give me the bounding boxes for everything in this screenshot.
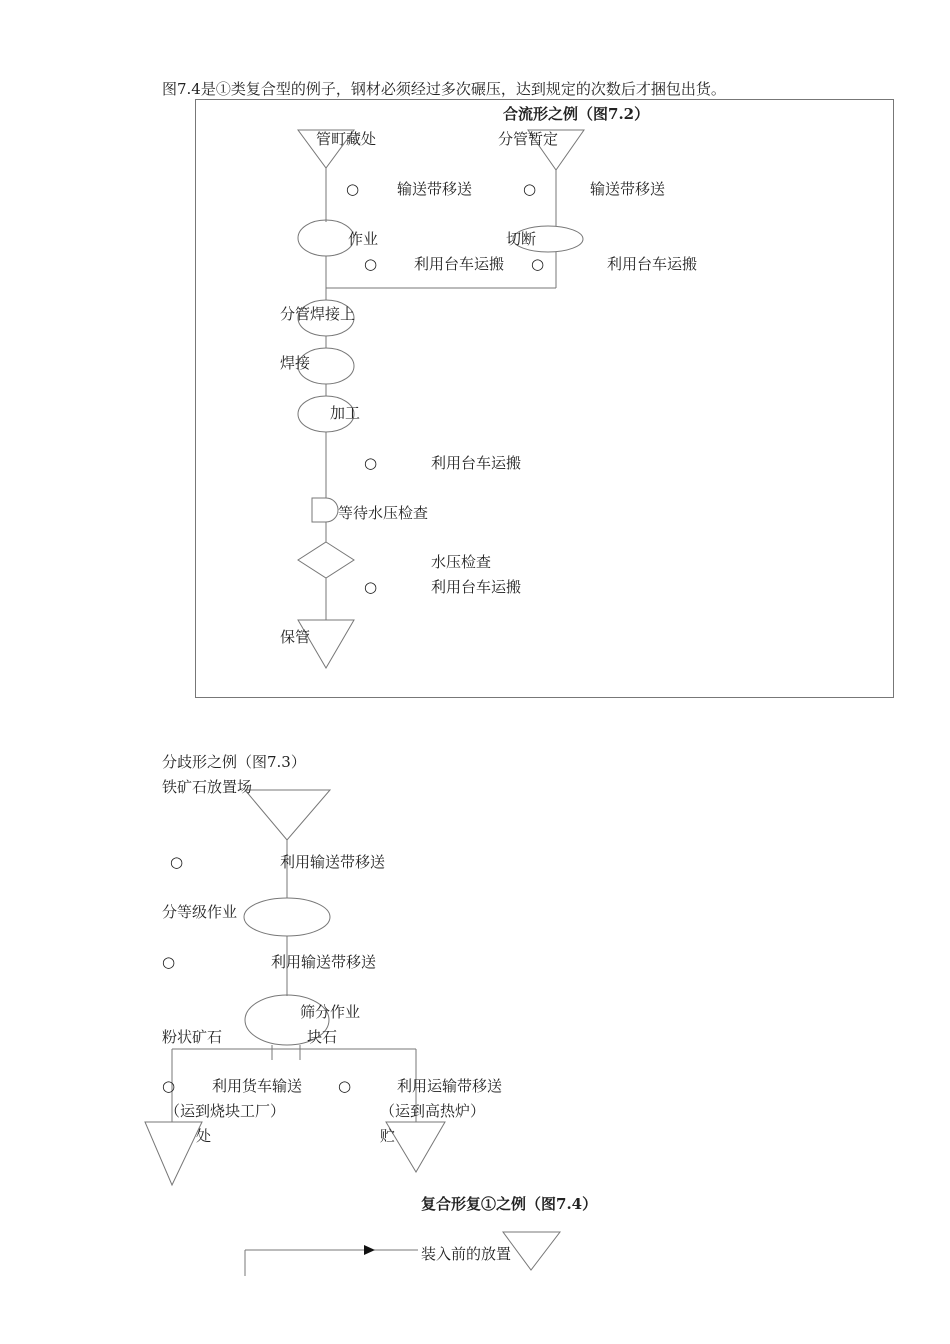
fig73-right-move-label: 利用运输带移送 bbox=[397, 1077, 503, 1095]
fig73-grade-ellipse bbox=[244, 898, 330, 936]
fig72-wait-label: 等待水压检查 bbox=[338, 504, 429, 522]
fig72-right-storage-label: 分管暂定 bbox=[498, 130, 559, 148]
fig72-left-transport-symbol: ○ bbox=[346, 180, 360, 198]
fig73-source-label: 铁矿石放置场 bbox=[162, 778, 253, 796]
fig72-cart-symbol-1: ○ bbox=[364, 454, 378, 472]
fig72-left-op-label: 作业 bbox=[348, 230, 379, 248]
fig72-step3-label: 加工 bbox=[330, 404, 361, 422]
fig73-source-triangle bbox=[245, 790, 330, 840]
fig72-frame bbox=[196, 100, 894, 698]
fig73-split-label: 筛分作业 bbox=[300, 1003, 361, 1021]
intro-text: 图7.4是①类复合型的例子，钢材必须经过多次碾压，达到规定的次数后才捆包出货。 bbox=[162, 80, 726, 98]
fig73-left-store-triangle bbox=[145, 1122, 202, 1185]
fig74-title: 复合形复①之例（图7.4） bbox=[421, 1195, 598, 1213]
fig72-cart-label-1: 利用台车运搬 bbox=[431, 454, 522, 472]
fig73-transport-symbol-2: ○ bbox=[162, 953, 176, 971]
fig73-left-store-label: 处 bbox=[196, 1127, 212, 1145]
fig72-right-transport-symbol: ○ bbox=[523, 180, 537, 198]
fig73-right-branch-label: 块石 bbox=[307, 1028, 338, 1046]
fig72-right-cart-label: 利用台车运搬 bbox=[607, 255, 698, 273]
fig72-left-conveyor-label: 输送带移送 bbox=[397, 180, 473, 198]
fig73-left-branch-label: 粉状矿石 bbox=[162, 1028, 223, 1046]
fig73-transport-symbol-1: ○ bbox=[170, 853, 184, 871]
fig73-conveyor-label-2: 利用输送带移送 bbox=[271, 953, 377, 971]
fig72-wait-d-shape bbox=[312, 498, 338, 522]
fig72-final-storage-label: 保管 bbox=[280, 628, 311, 646]
fig72-cart-symbol-2: ○ bbox=[364, 578, 378, 596]
fig72-cart-label-2: 利用台车运搬 bbox=[431, 578, 522, 596]
fig73-grade-label: 分等级作业 bbox=[162, 903, 238, 921]
fig74-store-label: 装入前的放置 bbox=[421, 1245, 512, 1263]
fig72-left-op-ellipse bbox=[298, 220, 354, 256]
fig73-left-dest-label: （运到烧块工厂） bbox=[165, 1102, 286, 1120]
fig72-step1-label: 分管焊接上 bbox=[280, 305, 356, 323]
fig74-store-triangle bbox=[503, 1232, 560, 1270]
fig73-conveyor-label-1: 利用输送带移送 bbox=[280, 853, 386, 871]
fig72-step2-label: 焊接 bbox=[280, 354, 311, 372]
fig72-inspect-diamond bbox=[298, 542, 354, 578]
fig73-right-transport-symbol: ○ bbox=[338, 1077, 352, 1095]
fig73-left-move-label: 利用货车输送 bbox=[212, 1077, 303, 1095]
fig73-left-transport-symbol: ○ bbox=[162, 1077, 176, 1095]
fig74-arrowhead bbox=[364, 1245, 375, 1255]
fig72-left-storage-label: 管町藏处 bbox=[316, 130, 377, 148]
fig72-left-cart-symbol: ○ bbox=[364, 255, 378, 273]
fig72-left-cart-label: 利用台车运搬 bbox=[414, 255, 505, 273]
fig73-right-dest-label: （运到高热炉） bbox=[380, 1102, 486, 1120]
fig72-right-conveyor-label: 输送带移送 bbox=[590, 180, 666, 198]
fig72-inspect-label: 水压检查 bbox=[431, 553, 492, 571]
fig73-right-store-label: 贮 bbox=[380, 1127, 396, 1145]
fig72-right-op-label: 切断 bbox=[506, 230, 537, 248]
fig73-title: 分歧形之例（图7.3） bbox=[162, 753, 306, 771]
fig72-right-cart-symbol: ○ bbox=[531, 255, 545, 273]
fig72-title: 合流形之例（图7.2） bbox=[503, 105, 650, 123]
